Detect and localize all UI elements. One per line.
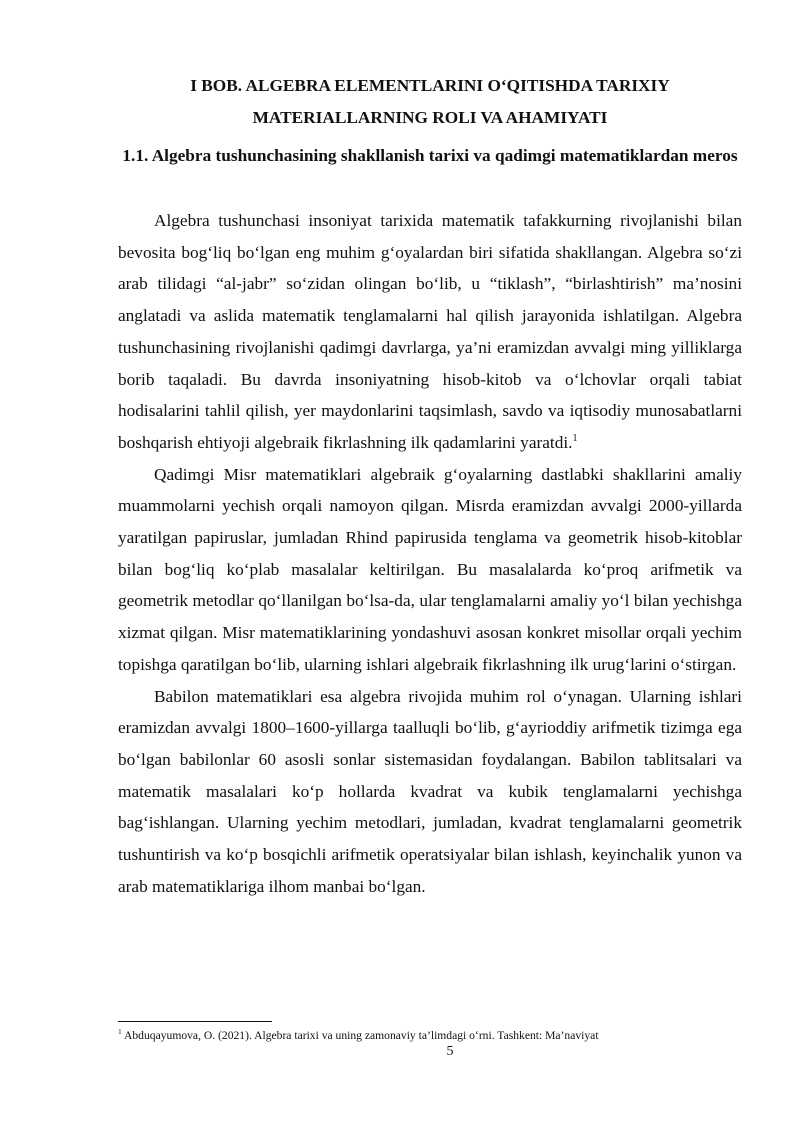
- footnote-text: Abduqayumova, O. (2021). Algebra tarixi va uning zamonaviy ta’limdagi o‘rni. Tashkent: Ma’naviyat: [124, 1029, 599, 1042]
- paragraph: Qadimgi Misr matematiklari algebraik g‘oyalarning dastlabki shakllarini amaliy muammolarni yechish orqali namoyon qilgan. Misrda eramizdan avvalgi 2000-yillarda yaratilgan papiruslar, jumladan Rhind papirusida tenglama va geometrik hisob-kitoblar bilan bog‘liq ko‘plab masalalar keltirilgan. Bu masalalarda ko‘proq arifmetik va geometrik metodlar qo‘llanilgan bo‘lsa-da, ular tenglamalarni amaliy yo‘l bilan yechishga xizmat qilgan. Misr matematiklarining yondashuvi asosan konkret misollar orqali yechim topishga qaratilgan bo‘lib, ularning ishlari algebraik fikrlashning ilk urug‘larini o‘stirgan.: [118, 464, 742, 674]
- paragraph: [118, 205, 742, 459]
- chapter-title: I BOB. ALGEBRA ELEMENTLARINI O‘QITISHDA TARIXIY MATERIALLARNING ROLI VA AHAMIYATI: [190, 76, 670, 127]
- footnote-reference: 1: [572, 433, 578, 445]
- paragraph: Babilon matematiklari esa algebra rivojida muhim rol o‘ynagan. Ularning ishlari eramizdan avvalgi 1800–1600-yillarga taalluqli bo‘lib, g‘ayrioddiy arifmetik tizimga ega bo‘lgan babilonlar 60 asosli sonlar sistemasidan foydalangan. Babilon tablitsalari va matematik masalalari ko‘p hollarda kvadrat va kubik tenglamalarni yechishga bag‘ishlangan. Ularning yechim metodlari, jumladan, kvadrat tenglamalarni geometrik tushuntirish va ko‘p bosqichli arifmetik operatsiyalar bilan ishlash, keyinchalik yunon va arab matematiklariga ilhom manbai bo‘lgan.: [118, 686, 742, 896]
- footnote: [118, 1029, 758, 1043]
- page-number: 5: [446, 1044, 454, 1059]
- section-title: 1.1. Algebra tushunchasining shakllanish tarixi va qadimgi matematiklardan meros: [122, 146, 738, 165]
- footnote-marker: 1: [118, 1027, 122, 1037]
- paragraph-text: Algebra tushunchasi insoniyat tarixida matematik tafakkurning rivojlanishi bilan bevosita bog‘liq bo‘lgan eng muhim g‘oyalardan biri sifatida shakllangan. Algebra so‘zi arab tilidagi “al-jabr” so‘zidan olingan bo‘lib, u “tiklash”, “birlashtirish” ma’nosini anglatadi va aslida matematik tenglamalarni hal qilish jarayonida ishlatilgan. Algebra tushunchasining rivojlanishi qadimgi davrlarga, ya’ni eramizdan avvalgi ming yilliklarga borib taqaladi. Bu davrda insoniyatning hisob-kitob va o‘lchovlar orqali tabiat hodisalarini tahlil qilish, yer maydonlarini taqsimlash, savdo va iqtisodiy munosabatlarni boshqarish ehtiyoji algebraik fikrlashning ilk qadamlarini yaratdi.: [118, 211, 742, 452]
- body-text: [118, 205, 742, 902]
- footnote-divider: [118, 1021, 272, 1022]
